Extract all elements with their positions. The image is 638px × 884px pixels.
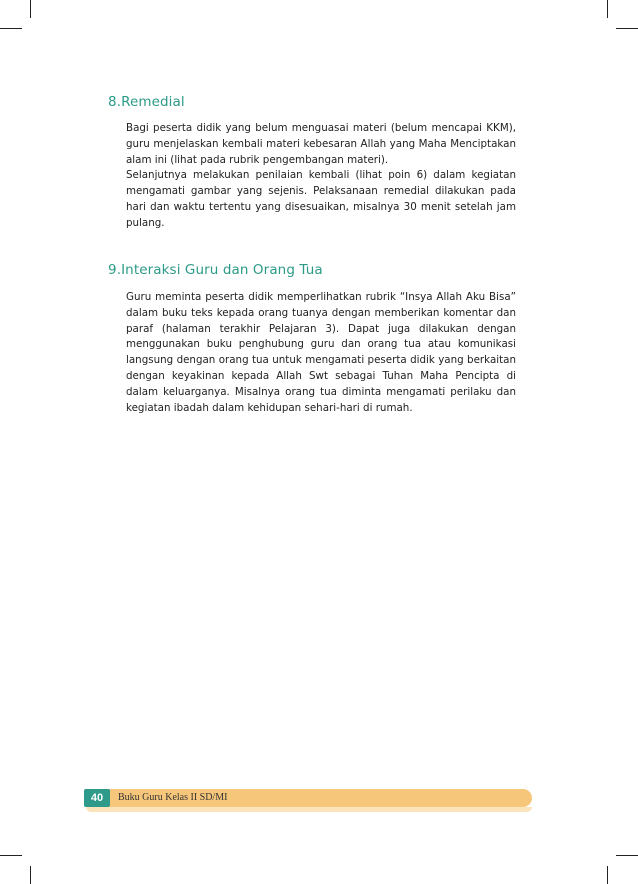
paragraph: Selanjutnya melakukan penilaian kembali (lihat poin 6) dalam kegiatan mengamati gambar yang sejenis. Pelaksanaan remedial dilakukan pada hari dan waktu tertentu yang disesuaikan, misalnya 30 menit setelah jam pulang. <box>126 169 516 229</box>
crop-mark-top-left-v <box>30 0 31 18</box>
crop-mark-bottom-right-v <box>607 866 608 884</box>
section-body-remedial <box>126 121 516 232</box>
crop-mark-bottom-right-h <box>616 855 638 856</box>
page-number-badge: 40 <box>84 789 110 807</box>
crop-mark-top-right-v <box>607 0 608 18</box>
crop-mark-bottom-left-v <box>30 866 31 884</box>
paragraph: Guru meminta peserta didik memperlihatkan rubrik “Insya Allah Aku Bisa” dalam buku teks kepada orang tuanya dengan memberikan komentar dan paraf (halaman terakhir Pelajaran 3). Dapat juga dilakukan dengan menggunakan buku penghubung guru dan orang tua atau komunikasi langsung dengan orang tua untuk mengamati peserta didik yang berkaitan dengan keyakinan kepada Allah Swt sebagai Tuhan Maha Pencipta di dalam keluarganya. Misalnya orang tua diminta mengamati perilaku dan kegiatan ibadah dalam kehidupan sehari-hari di rumah. <box>126 291 516 414</box>
section-body-interaksi <box>126 290 516 416</box>
footer-bar-shadow <box>86 807 532 812</box>
paragraph: Bagi peserta didik yang belum menguasai materi (belum mencapai KKM), guru menjelaskan kembali materi kebesaran Allah yang Maha Menciptakan alam ini (lihat pada rubrik pengembangan materi). <box>126 122 516 166</box>
crop-mark-top-right-h <box>616 28 638 29</box>
section-title-interaksi: 9.Interaksi Guru dan Orang Tua <box>108 262 323 278</box>
crop-mark-bottom-left-h <box>0 855 22 856</box>
crop-mark-top-left-h <box>0 28 22 29</box>
section-title-remedial: 8.Remedial <box>108 94 185 110</box>
footer-book-title: Buku Guru Kelas II SD/MI <box>118 792 228 803</box>
